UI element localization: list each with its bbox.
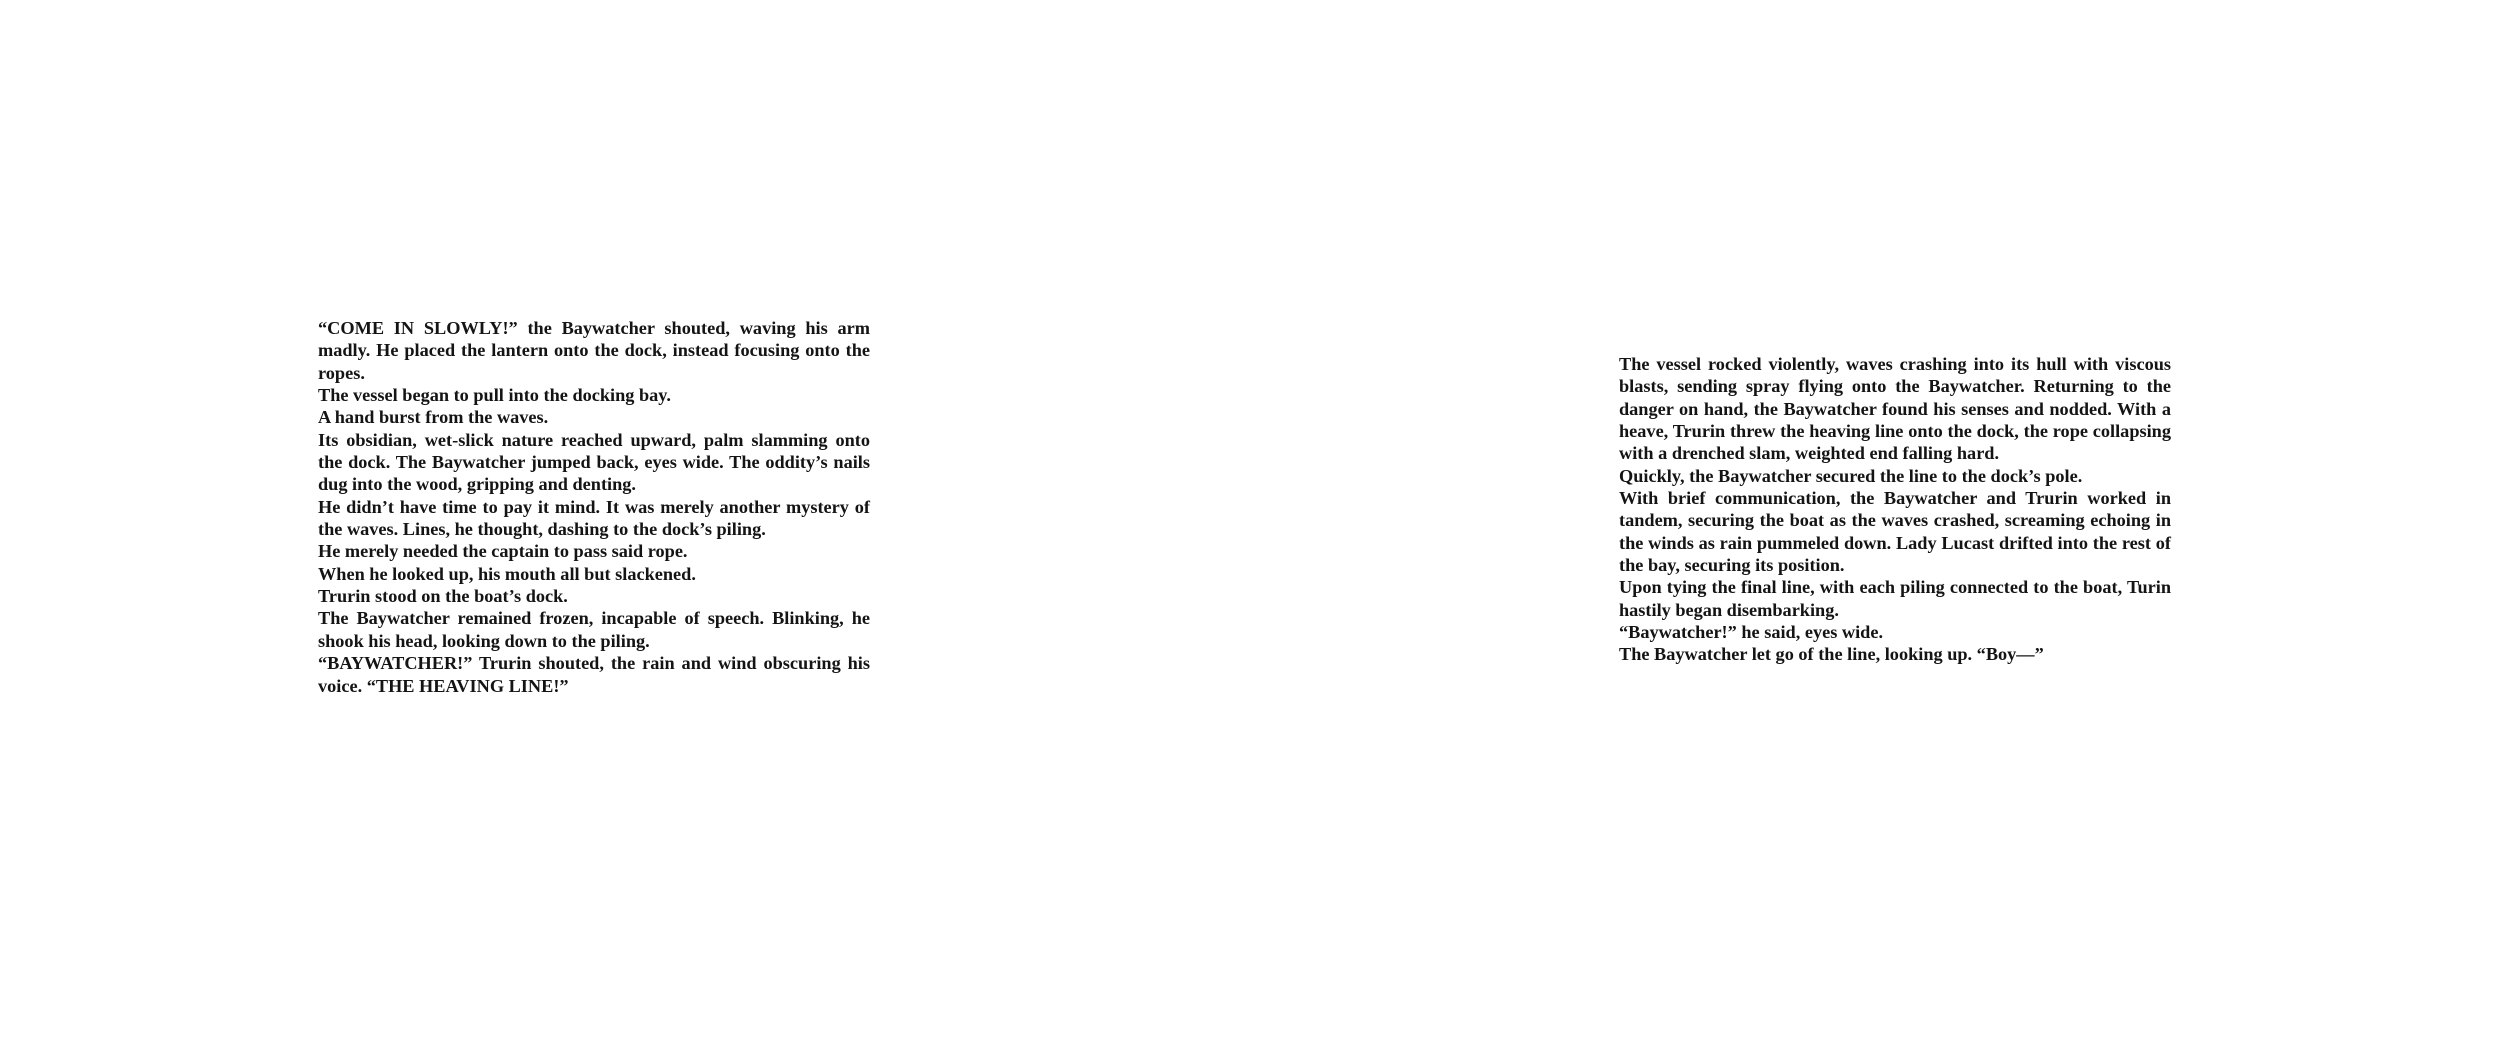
paragraph: A hand burst from the waves.	[318, 407, 549, 428]
paragraph: “Baywatcher!” he said, eyes wide.	[1619, 622, 1884, 643]
paragraph: “COME IN SLOWLY!” the Baywatcher shouted, waving his arm madly. He placed the lantern onto the dock, instead focusing onto the ropes.	[318, 318, 870, 383]
paragraph: The vessel rocked violently, waves crashing into its hull with viscous blasts, sending spray flying onto the Baywatcher. Returning to the danger on hand, the Baywatcher found his senses and nodded. With a heave, Trurin threw the heaving line onto the dock, the rope collapsing with a drenched slam, weighted end falling hard.	[1619, 354, 2171, 464]
paragraph: Its obsidian, wet-slick nature reached upward, palm slamming onto the dock. The Baywatcher jumped back, eyes wide. The oddity’s nails dug into the wood, gripping and denting.	[318, 429, 870, 495]
paragraph: The Baywatcher let go of the line, looking up. “Boy—”	[1619, 644, 2044, 665]
right-page	[1250, 0, 2500, 1056]
paragraph: He merely needed the captain to pass said rope.	[318, 541, 688, 562]
paragraph: With brief communication, the Baywatcher and Trurin worked in tandem, securing the boat as the waves crashed, screaming echoing in the winds as rain pummeled down. Lady Lucast drifted into the rest of the bay, securing its position.	[1619, 488, 2171, 576]
paragraph: When he looked up, his mouth all but slackened.	[318, 563, 696, 584]
paragraph: Upon tying the final line, with each piling connected to the boat, Turin hastily began disembarking.	[1619, 577, 2171, 620]
paragraph: The vessel began to pull into the docking bay.	[318, 385, 671, 406]
paragraph: Trurin stood on the boat’s dock.	[318, 586, 568, 607]
paragraph: The Baywatcher remained frozen, incapable of speech. Blinking, he shook his head, looking down to the piling.	[318, 608, 870, 651]
paragraph: Quickly, the Baywatcher secured the line to the dock’s pole.	[1619, 465, 2083, 486]
right-page-text	[1619, 353, 2171, 666]
left-page-text	[318, 317, 870, 697]
paragraph: “BAYWATCHER!” Trurin shouted, the rain and wind obscuring his voice. “THE HEAVING LINE!”	[318, 653, 870, 696]
paragraph: He didn’t have time to pay it mind. It was merely another mystery of the waves. Lines, he thought, dashing to the dock’s piling.	[318, 496, 870, 540]
